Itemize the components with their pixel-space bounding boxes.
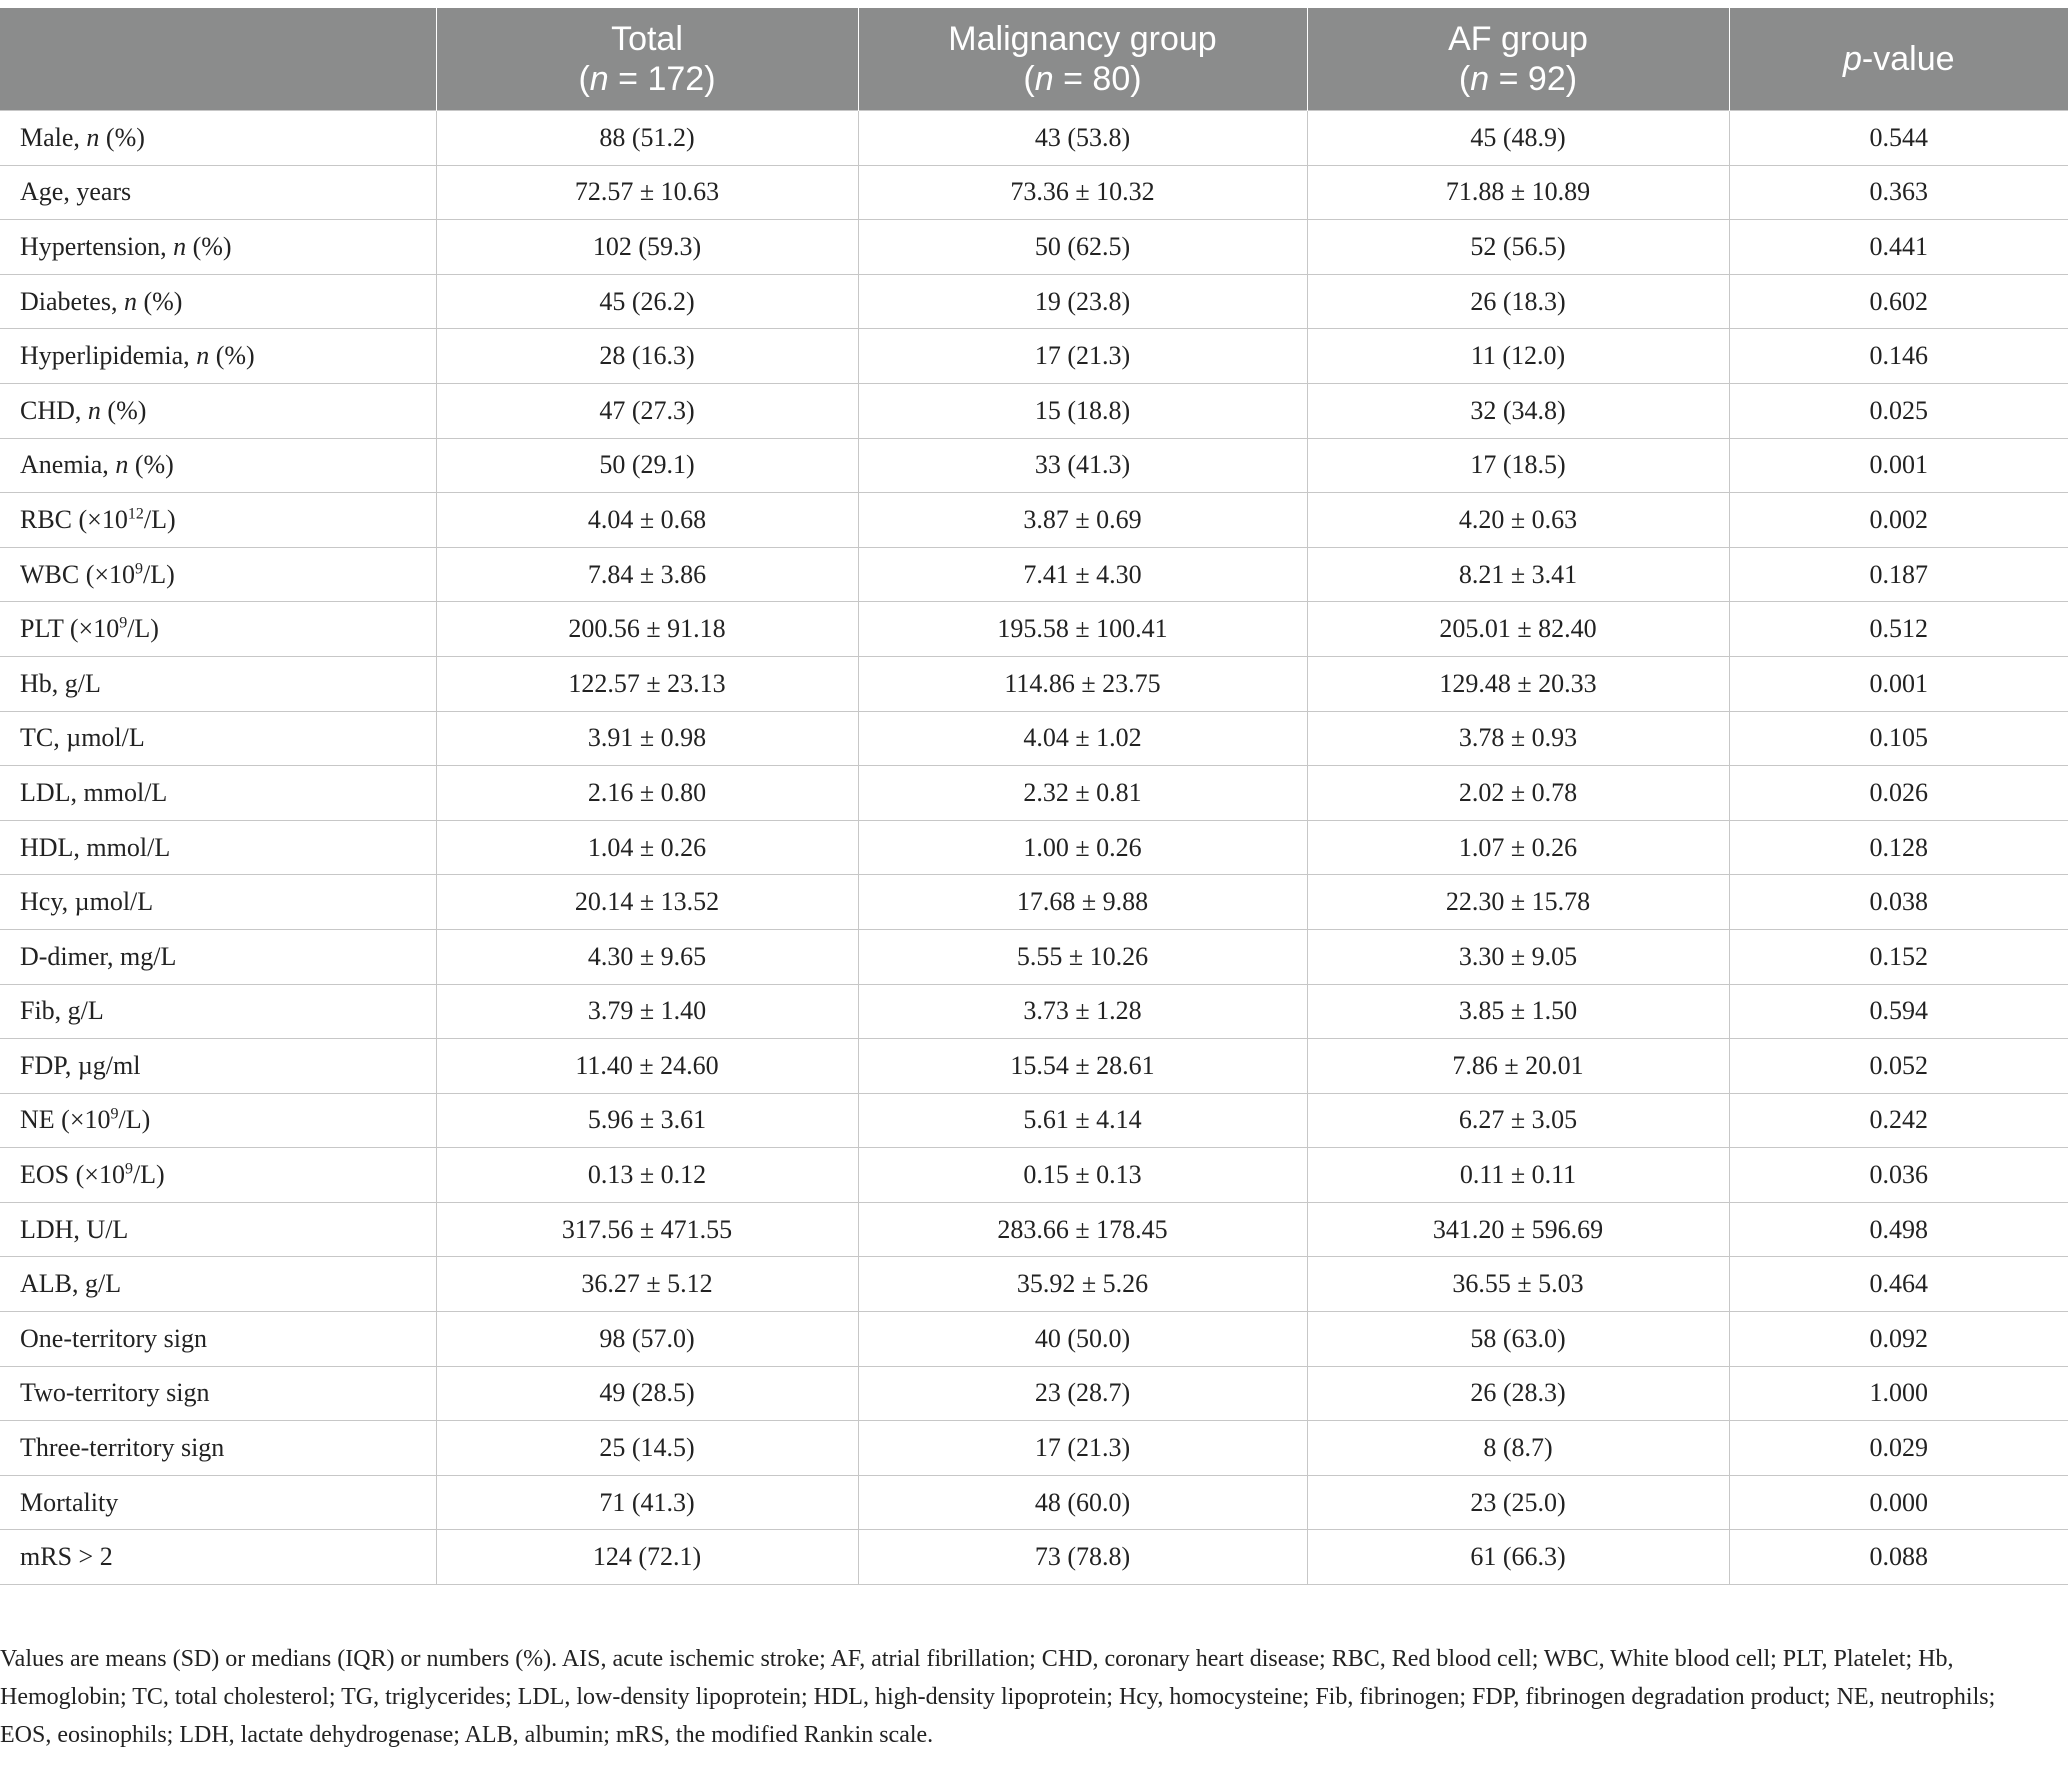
af-cell: 22.30 ± 15.78 xyxy=(1307,875,1729,930)
row-label: EOS $(\times 10^9/L)$ xyxy=(0,1148,436,1203)
row-label: Two-territory sign xyxy=(0,1366,436,1421)
af-cell: 36.55 ± 5.03 xyxy=(1307,1257,1729,1312)
row-label: Hypertension, n (%) xyxy=(0,220,436,275)
total-cell: 3.91 ± 0.98 xyxy=(436,711,858,766)
af-cell: 71.88 ± 10.89 xyxy=(1307,165,1729,220)
row-label: Age, years xyxy=(0,165,436,220)
table-footnote: Values are means (SD) or medians (IQR) or numbers (%). AIS, acute ischemic stroke; AF, atrial fibrillation; CHD, coronary heart disease; RBC, Red blood cell; WBC, White blood cell; PLT, Platelet; Hb, Hemoglobin; TC, total cholesterol; TG, triglycerides; LDL, low-density lipoprotein; HDL, high-density lipoprotein; Hcy, homocysteine; Fib, fibrinogen; FDP, fibrinogen degradation product; NE, neutrophils; EOS, eosinophils; LDH, lactate dehydrogenase; ALB, albumin; mRS, the modified Rankin scale. xyxy=(0,1646,1996,1748)
header-row xyxy=(0,8,2068,111)
row-label: D-dimer, mg/L xyxy=(0,929,436,984)
total-cell: 5.96 ± 3.61 xyxy=(436,1093,858,1148)
header-malignancy xyxy=(858,8,1307,111)
af-cell: 1.07 ± 0.26 xyxy=(1307,820,1729,875)
af-cell: 8.21 ± 3.41 xyxy=(1307,547,1729,602)
total-cell: 3.79 ± 1.40 xyxy=(436,984,858,1039)
table-row xyxy=(0,1366,2068,1421)
af-cell: 61 (66.3) xyxy=(1307,1530,1729,1585)
pvalue-cell: 0.242 xyxy=(1729,1093,2068,1148)
pvalue-cell: 0.464 xyxy=(1729,1257,2068,1312)
row-label: FDP, µg/ml xyxy=(0,1039,436,1094)
header-af xyxy=(1307,8,1729,111)
af-cell: 3.78 ± 0.93 xyxy=(1307,711,1729,766)
row-label: HDL, mmol/L xyxy=(0,820,436,875)
pvalue-cell: 0.363 xyxy=(1729,165,2068,220)
total-cell: 20.14 ± 13.52 xyxy=(436,875,858,930)
pvalue-cell: 0.498 xyxy=(1729,1202,2068,1257)
pvalue-cell: 0.146 xyxy=(1729,329,2068,384)
af-cell: 7.86 ± 20.01 xyxy=(1307,1039,1729,1094)
row-label: Fib, g/L xyxy=(0,984,436,1039)
pvalue-cell: 0.187 xyxy=(1729,547,2068,602)
af-cell: 341.20 ± 596.69 xyxy=(1307,1202,1729,1257)
pvalue-cell: 0.512 xyxy=(1729,602,2068,657)
table-row xyxy=(0,220,2068,275)
total-cell: 49 (28.5) xyxy=(436,1366,858,1421)
header-total-title: Total xyxy=(611,20,683,58)
total-cell: 2.16 ± 0.80 xyxy=(436,766,858,821)
total-cell: 36.27 ± 5.12 xyxy=(436,1257,858,1312)
table-row xyxy=(0,274,2068,329)
malignancy-cell: 195.58 ± 100.41 xyxy=(858,602,1307,657)
af-cell: 17 (18.5) xyxy=(1307,438,1729,493)
malignancy-cell: 19 (23.8) xyxy=(858,274,1307,329)
malignancy-cell: 17 (21.3) xyxy=(858,1421,1307,1476)
malignancy-cell: 2.32 ± 0.81 xyxy=(858,766,1307,821)
pvalue-cell: 1.000 xyxy=(1729,1366,2068,1421)
af-cell: 11 (12.0) xyxy=(1307,329,1729,384)
af-cell: 3.30 ± 9.05 xyxy=(1307,929,1729,984)
total-cell: 47 (27.3) xyxy=(436,383,858,438)
row-label: Hyperlipidemia, n (%) xyxy=(0,329,436,384)
table-row xyxy=(0,602,2068,657)
table-body xyxy=(0,111,2068,1585)
table-row xyxy=(0,329,2068,384)
pvalue-cell: 0.594 xyxy=(1729,984,2068,1039)
malignancy-cell: 1.00 ± 0.26 xyxy=(858,820,1307,875)
pvalue-cell: 0.001 xyxy=(1729,656,2068,711)
table-row xyxy=(0,1148,2068,1203)
malignancy-cell: 73 (78.8) xyxy=(858,1530,1307,1585)
af-cell: 58 (63.0) xyxy=(1307,1312,1729,1367)
malignancy-cell: 73.36 ± 10.32 xyxy=(858,165,1307,220)
pvalue-cell: 0.001 xyxy=(1729,438,2068,493)
row-label: LDH, U/L xyxy=(0,1202,436,1257)
malignancy-cell: 15.54 ± 28.61 xyxy=(858,1039,1307,1094)
row-label: RBC $(\times 10^{12}/L)$ xyxy=(0,493,436,548)
total-cell: 7.84 ± 3.86 xyxy=(436,547,858,602)
malignancy-cell: 35.92 ± 5.26 xyxy=(858,1257,1307,1312)
total-cell: 45 (26.2) xyxy=(436,274,858,329)
malignancy-cell: 7.41 ± 4.30 xyxy=(858,547,1307,602)
total-cell: 102 (59.3) xyxy=(436,220,858,275)
table-row xyxy=(0,929,2068,984)
malignancy-cell: 48 (60.0) xyxy=(858,1475,1307,1530)
header-total-n: (n = 172) xyxy=(578,60,716,98)
pvalue-cell: 0.128 xyxy=(1729,820,2068,875)
pvalue-cell: 0.026 xyxy=(1729,766,2068,821)
row-label: Anemia, n (%) xyxy=(0,438,436,493)
row-label: Hb, g/L xyxy=(0,656,436,711)
table-row xyxy=(0,1257,2068,1312)
pvalue-cell: 0.544 xyxy=(1729,111,2068,166)
pvalue-cell: 0.025 xyxy=(1729,383,2068,438)
row-label: LDL, mmol/L xyxy=(0,766,436,821)
row-label: TC, µmol/L xyxy=(0,711,436,766)
row-label: PLT $(\times 10^9/L)$ xyxy=(0,602,436,657)
af-cell: 45 (48.9) xyxy=(1307,111,1729,166)
total-cell: 122.57 ± 23.13 xyxy=(436,656,858,711)
af-cell: 129.48 ± 20.33 xyxy=(1307,656,1729,711)
pvalue-cell: 0.152 xyxy=(1729,929,2068,984)
malignancy-cell: 283.66 ± 178.45 xyxy=(858,1202,1307,1257)
af-cell: 4.20 ± 0.63 xyxy=(1307,493,1729,548)
table-container xyxy=(0,8,2068,1585)
header-empty-cell xyxy=(0,8,436,111)
af-cell: 3.85 ± 1.50 xyxy=(1307,984,1729,1039)
total-cell: 0.13 ± 0.12 xyxy=(436,1148,858,1203)
total-cell: 71 (41.3) xyxy=(436,1475,858,1530)
total-cell: 200.56 ± 91.18 xyxy=(436,602,858,657)
row-label: WBC $(\times 10^9/L)$ xyxy=(0,547,436,602)
row-label: Hcy, µmol/L xyxy=(0,875,436,930)
row-label: NE $(\times 10^9/L)$ xyxy=(0,1093,436,1148)
af-cell: 32 (34.8) xyxy=(1307,383,1729,438)
row-label: Mortality xyxy=(0,1475,436,1530)
malignancy-cell: 0.15 ± 0.13 xyxy=(858,1148,1307,1203)
row-label: One-territory sign xyxy=(0,1312,436,1367)
pvalue-cell: 0.602 xyxy=(1729,274,2068,329)
table-row xyxy=(0,820,2068,875)
af-cell: 6.27 ± 3.05 xyxy=(1307,1093,1729,1148)
total-cell: 1.04 ± 0.26 xyxy=(436,820,858,875)
total-cell: 88 (51.2) xyxy=(436,111,858,166)
malignancy-cell: 114.86 ± 23.75 xyxy=(858,656,1307,711)
total-cell: 72.57 ± 10.63 xyxy=(436,165,858,220)
pvalue-cell: 0.105 xyxy=(1729,711,2068,766)
table-row xyxy=(0,1421,2068,1476)
table-row xyxy=(0,1475,2068,1530)
pvalue-cell: 0.002 xyxy=(1729,493,2068,548)
table-row xyxy=(0,766,2068,821)
total-cell: 28 (16.3) xyxy=(436,329,858,384)
malignancy-cell: 5.61 ± 4.14 xyxy=(858,1093,1307,1148)
table-row xyxy=(0,383,2068,438)
malignancy-cell: 40 (50.0) xyxy=(858,1312,1307,1367)
total-cell: 124 (72.1) xyxy=(436,1530,858,1585)
row-label: Male, n (%) xyxy=(0,111,436,166)
header-malignancy-n: (n = 80) xyxy=(1023,60,1142,98)
table-row xyxy=(0,547,2068,602)
malignancy-cell: 17.68 ± 9.88 xyxy=(858,875,1307,930)
header-total xyxy=(436,8,858,111)
header-af-n: (n = 92) xyxy=(1458,60,1578,98)
table-row xyxy=(0,111,2068,166)
malignancy-cell: 15 (18.8) xyxy=(858,383,1307,438)
header-pvalue: p-value xyxy=(1729,8,2068,111)
pvalue-cell: 0.036 xyxy=(1729,1148,2068,1203)
pvalue-cell: 0.088 xyxy=(1729,1530,2068,1585)
table-row xyxy=(0,493,2068,548)
malignancy-cell: 50 (62.5) xyxy=(858,220,1307,275)
malignancy-cell: 33 (41.3) xyxy=(858,438,1307,493)
table-row xyxy=(0,1039,2068,1094)
header-malignancy-title: Malignancy group xyxy=(948,20,1217,58)
af-cell: 2.02 ± 0.78 xyxy=(1307,766,1729,821)
malignancy-cell: 3.73 ± 1.28 xyxy=(858,984,1307,1039)
total-cell: 317.56 ± 471.55 xyxy=(436,1202,858,1257)
af-cell: 26 (18.3) xyxy=(1307,274,1729,329)
pvalue-cell: 0.441 xyxy=(1729,220,2068,275)
af-cell: 205.01 ± 82.40 xyxy=(1307,602,1729,657)
af-cell: 52 (56.5) xyxy=(1307,220,1729,275)
malignancy-cell: 5.55 ± 10.26 xyxy=(858,929,1307,984)
af-cell: 23 (25.0) xyxy=(1307,1475,1729,1530)
table-row xyxy=(0,984,2068,1039)
table-row xyxy=(0,1093,2068,1148)
baseline-characteristics-table xyxy=(0,8,2068,1585)
table-row xyxy=(0,1530,2068,1585)
malignancy-cell: 23 (28.7) xyxy=(858,1366,1307,1421)
row-label: Diabetes, n (%) xyxy=(0,274,436,329)
total-cell: 4.30 ± 9.65 xyxy=(436,929,858,984)
malignancy-cell: 4.04 ± 1.02 xyxy=(858,711,1307,766)
table-row xyxy=(0,1312,2068,1367)
pvalue-cell: 0.000 xyxy=(1729,1475,2068,1530)
af-cell: 8 (8.7) xyxy=(1307,1421,1729,1476)
table-row xyxy=(0,1202,2068,1257)
table-row xyxy=(0,165,2068,220)
malignancy-cell: 17 (21.3) xyxy=(858,329,1307,384)
pvalue-cell: 0.029 xyxy=(1729,1421,2068,1476)
total-cell: 98 (57.0) xyxy=(436,1312,858,1367)
row-label: Three-territory sign xyxy=(0,1421,436,1476)
pvalue-cell: 0.092 xyxy=(1729,1312,2068,1367)
malignancy-cell: 43 (53.8) xyxy=(858,111,1307,166)
row-label: mRS > 2 xyxy=(0,1530,436,1585)
table-row xyxy=(0,711,2068,766)
header-af-title: AF group xyxy=(1448,20,1588,58)
malignancy-cell: 3.87 ± 0.69 xyxy=(858,493,1307,548)
af-cell: 0.11 ± 0.11 xyxy=(1307,1148,1729,1203)
table-row xyxy=(0,438,2068,493)
row-label: CHD, n (%) xyxy=(0,383,436,438)
table-row xyxy=(0,875,2068,930)
af-cell: 26 (28.3) xyxy=(1307,1366,1729,1421)
pvalue-cell: 0.038 xyxy=(1729,875,2068,930)
total-cell: 11.40 ± 24.60 xyxy=(436,1039,858,1094)
row-label: ALB, g/L xyxy=(0,1257,436,1312)
table-row xyxy=(0,656,2068,711)
total-cell: 4.04 ± 0.68 xyxy=(436,493,858,548)
pvalue-cell: 0.052 xyxy=(1729,1039,2068,1094)
total-cell: 50 (29.1) xyxy=(436,438,858,493)
total-cell: 25 (14.5) xyxy=(436,1421,858,1476)
